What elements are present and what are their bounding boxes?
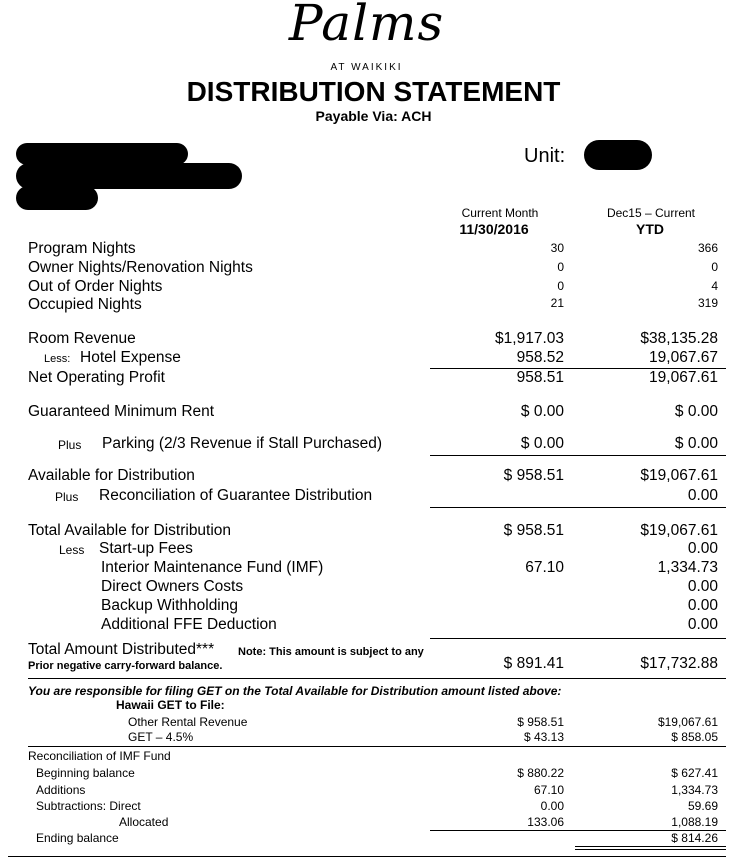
rule-ending-balance — [575, 846, 726, 847]
backup-withholding-label: Backup Withholding — [101, 597, 238, 614]
ffe-deduction-ytd: 0.00 — [687, 616, 718, 633]
recon-label: Reconciliation of Guarantee Distribution — [99, 487, 373, 504]
ytd-label: YTD — [636, 221, 664, 237]
less-prefix: Less: — [44, 353, 71, 365]
out-of-order-ytd: 4 — [711, 279, 718, 293]
direct-owners-costs-label: Direct Owners Costs — [101, 578, 244, 595]
parking-label: Parking (2/3 Revenue if Stall Purchased) — [102, 435, 383, 452]
beginning-balance-current: $ 880.22 — [517, 766, 564, 780]
hotel-expense-current: 958.52 — [516, 349, 564, 366]
net-operating-label: Net Operating Profit — [28, 369, 165, 386]
out-of-order-label: Out of Order Nights — [28, 278, 163, 295]
redacted-owner-address — [16, 186, 98, 210]
rule-bottom — [8, 856, 726, 857]
parking-current: $ 0.00 — [520, 435, 564, 452]
get-notice: You are responsible for filing GET on the Total Available for Distribution amount listed above: — [28, 684, 562, 698]
rule-total-distributed — [28, 678, 726, 679]
program-nights-ytd: 366 — [697, 241, 718, 255]
startup-fees-label: Start-up Fees — [99, 540, 193, 557]
get-tax-current: $ 43.13 — [523, 730, 564, 744]
rule-available — [430, 507, 726, 508]
gmr-ytd: $ 0.00 — [674, 403, 718, 420]
ffe-deduction-label: Additional FFE Deduction — [101, 616, 277, 633]
other-rental-revenue-label: Other Rental Revenue — [128, 715, 248, 729]
ending-balance-ytd: $ 814.26 — [671, 831, 718, 845]
additions-label: Additions — [36, 783, 86, 797]
net-operating-current: 958.51 — [516, 369, 564, 386]
total-available-current: $ 958.51 — [503, 522, 564, 539]
beginning-balance-ytd: $ 627.41 — [671, 766, 718, 780]
rule-parking — [430, 455, 726, 456]
logo-subtitle: AT WAIKIKI — [330, 62, 403, 73]
imf-ytd: 1,334.73 — [657, 559, 718, 576]
imf-current: 67.10 — [525, 559, 564, 576]
recon-prefix: Plus — [55, 490, 79, 504]
logo-script: Palms — [288, 0, 445, 52]
total-distributed-label: Total Amount Distributed*** — [28, 641, 215, 658]
rule-ending-balance-double — [575, 849, 726, 850]
room-revenue-label: Room Revenue — [28, 330, 136, 347]
parking-prefix: Plus — [58, 438, 82, 452]
total-available-ytd: $19,067.61 — [640, 522, 718, 539]
ending-balance-label: Ending balance — [36, 831, 119, 845]
program-nights-label: Program Nights — [28, 240, 136, 257]
total-available-label: Total Available for Distribution — [28, 522, 232, 539]
recon-ytd: 0.00 — [687, 487, 718, 504]
unit-label: Unit: — [524, 145, 566, 167]
deductions-prefix: Less — [59, 543, 85, 557]
occupied-nights-current: 21 — [550, 296, 564, 310]
program-nights-current: 30 — [550, 241, 564, 255]
direct-owners-costs-ytd: 0.00 — [687, 578, 718, 595]
startup-fees-ytd: 0.00 — [687, 540, 718, 557]
owner-nights-ytd: 0 — [711, 260, 718, 274]
page-title: DISTRIBUTION STATEMENT — [186, 76, 561, 107]
get-heading: Hawaii GET to File: — [116, 698, 225, 712]
subtractions-direct-label: Subtractions: Direct — [36, 799, 141, 813]
subtractions-direct-current: 0.00 — [540, 799, 564, 813]
other-rental-revenue-ytd: $19,067.61 — [657, 715, 718, 729]
ytd-range-label: Dec15 – Current — [606, 206, 696, 220]
net-operating-ytd: 19,067.61 — [649, 369, 718, 386]
subtractions-allocated-current: 133.06 — [527, 815, 564, 829]
beginning-balance-label: Beginning balance — [36, 766, 135, 780]
imf-label: Interior Maintenance Fund (IMF) — [101, 559, 324, 576]
get-tax-label: GET – 4.5% — [128, 730, 194, 744]
total-distributed-note-2: Prior negative carry-forward balance. — [28, 660, 223, 672]
current-month-label: Current Month — [461, 206, 539, 220]
additions-ytd: 1,334.73 — [671, 783, 718, 797]
get-tax-ytd: $ 858.05 — [671, 730, 718, 744]
room-revenue-current: $1,917.03 — [495, 330, 564, 347]
total-distributed-note: Note: This amount is subject to any — [238, 646, 424, 658]
total-distributed-current: $ 891.41 — [503, 655, 564, 672]
backup-withholding-ytd: 0.00 — [687, 597, 718, 614]
out-of-order-current: 0 — [557, 279, 564, 293]
hotel-expense-ytd: 19,067.67 — [649, 349, 718, 366]
available-current: $ 958.51 — [503, 467, 564, 484]
subtractions-direct-ytd: 59.69 — [687, 799, 718, 813]
gmr-current: $ 0.00 — [520, 403, 564, 420]
subtractions-allocated-label: Allocated — [119, 815, 169, 829]
occupied-nights-label: Occupied Nights — [28, 296, 142, 313]
rule-deductions — [430, 638, 726, 639]
rule-get — [28, 746, 726, 747]
current-month-date: 11/30/2016 — [459, 221, 529, 237]
total-distributed-ytd: $17,732.88 — [640, 655, 718, 672]
occupied-nights-ytd: 319 — [697, 296, 718, 310]
room-revenue-ytd: $38,135.28 — [640, 330, 718, 347]
payable-via: Payable Via: ACH — [315, 108, 432, 124]
available-ytd: $19,067.61 — [640, 467, 718, 484]
available-label: Available for Distribution — [28, 467, 195, 484]
owner-nights-current: 0 — [557, 260, 564, 274]
imf-heading: Reconciliation of IMF Fund — [28, 749, 171, 763]
parking-ytd: $ 0.00 — [674, 435, 718, 452]
redacted-unit-number — [584, 140, 652, 170]
gmr-label: Guaranteed Minimum Rent — [28, 403, 215, 420]
hotel-expense-label: Hotel Expense — [80, 349, 181, 366]
other-rental-revenue-current: $ 958.51 — [517, 715, 564, 729]
additions-current: 67.10 — [533, 783, 564, 797]
redacted-owner-name — [16, 143, 188, 165]
subtractions-allocated-ytd: 1,088.19 — [671, 815, 718, 829]
owner-nights-label: Owner Nights/Renovation Nights — [28, 259, 253, 276]
